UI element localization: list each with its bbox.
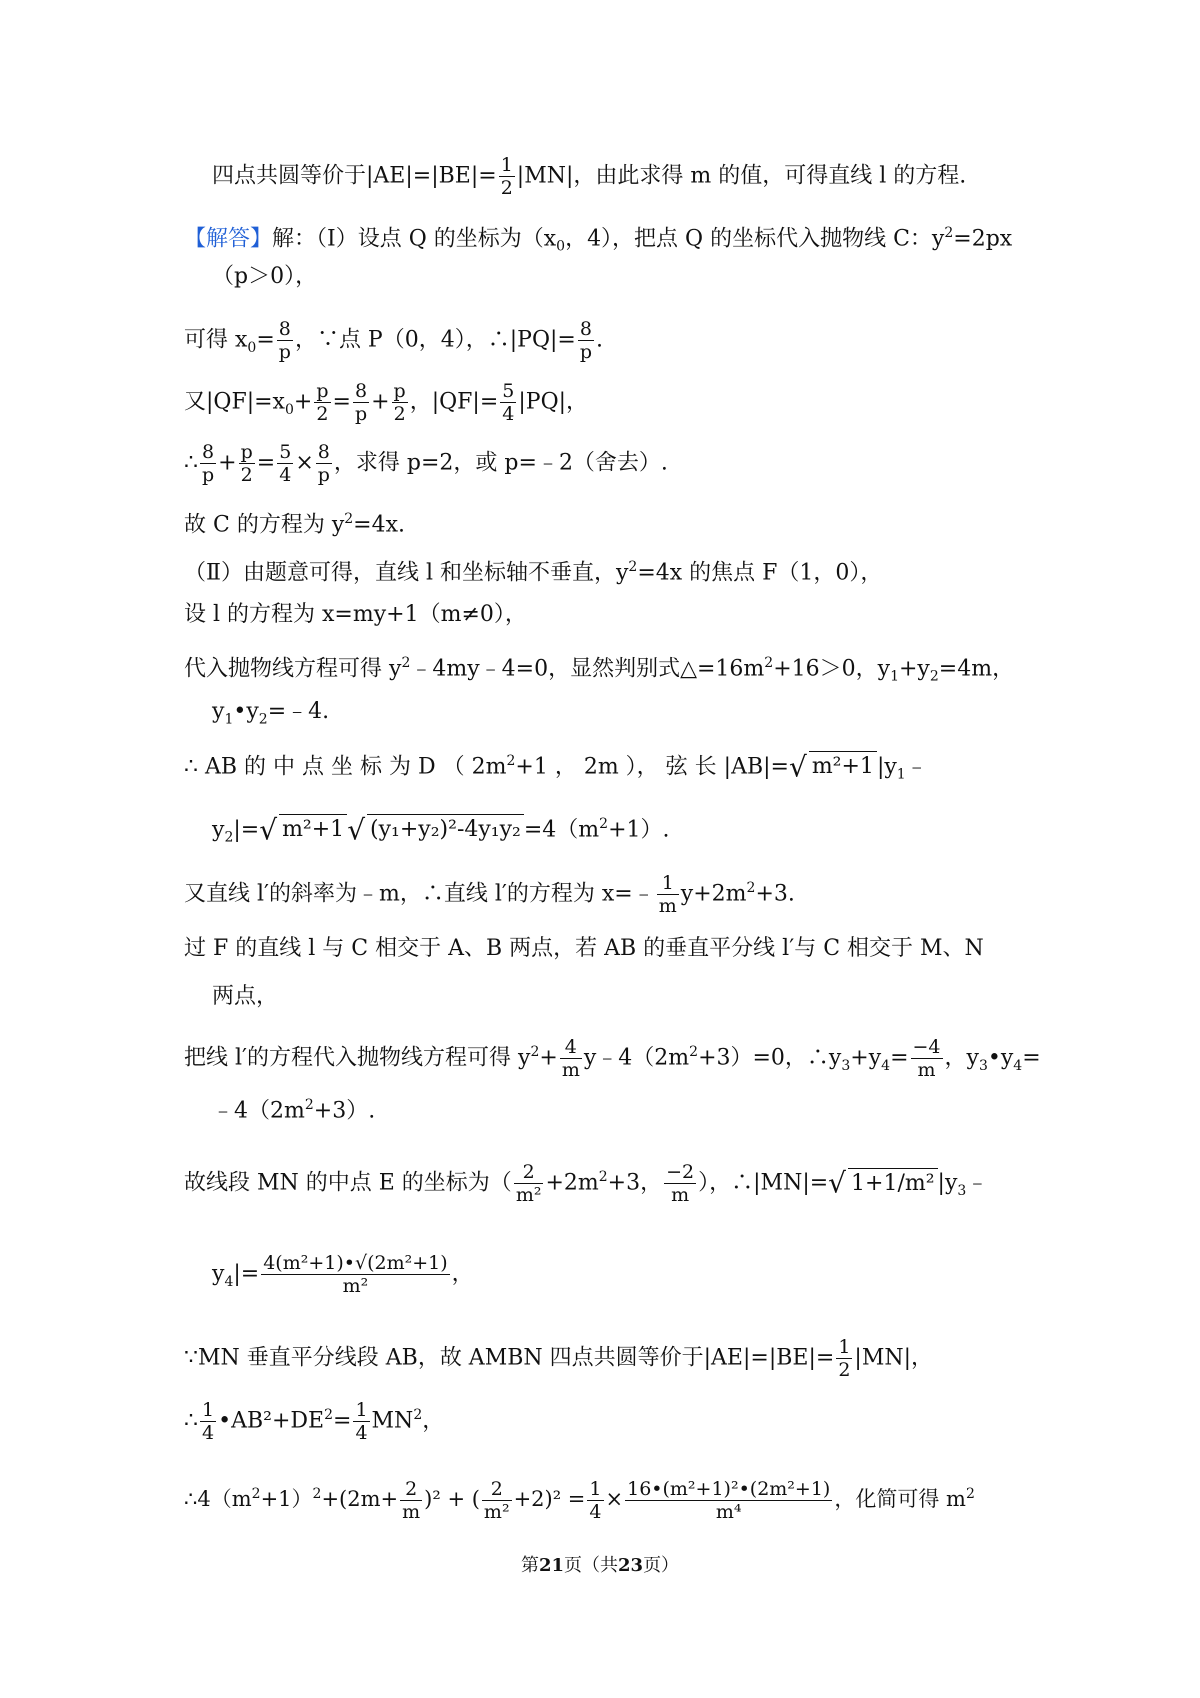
text-line: $y_2|=√$ m²+1 √ $(y_1+y_2)^2-4y_1y_2 =4(m^2+1)$. (212, 813, 670, 847)
page-number: 21 (538, 1555, 564, 1576)
text-line: 代入抛物线方程可得 $y^2﹣4my﹣4=0$，显然判别式$\triangle=16m^2+16>0$，$y_1+y_2=4m$， (184, 655, 1015, 685)
text-line: $y_4|=$ $\frac{\text{4(m²+1)•√(2m²+1)}}{\text{m²}}$ ， (212, 1252, 474, 1297)
text-line: 把线 l′的方程代入抛物线方程可得 $y^2+$ $\frac{4}{m}$ $y﹣4(2m^2+3)=0$，$\therefore y_3+y_4=$ $\frac{-4}{m}$ ，$y_3•y_4=$ (184, 1036, 1041, 1081)
text-line: ∵MN 垂直平分线段 AB，故 AMBN 四点共圆等价于|AE|=|BE|= $\frac{1}{2}$ |MN|， (184, 1336, 934, 1381)
text-line: $y_1•y_2=﹣4$. (212, 699, 330, 728)
text-line: $﹣4(2m^2+3)$. (212, 1097, 376, 1124)
text-line: ∴ $\frac{1}{4}$ $•AB^2+DE^2=$ $\frac{1}{4}$ $MN^2$， (184, 1399, 445, 1444)
text-line: 故 C 的方程为 $y^2=4x$. (184, 511, 406, 538)
text-line: ∴ $\frac{8}{p}$ + $\frac{p}{2}$ = $\frac{5}{4}$ × $\frac{8}{p}$ ，求得 p=2，或 p=﹣2（舍去）. (184, 441, 668, 486)
text-line: （Ⅱ）由题意可得，直线 l 和坐标轴不垂直，$y^2=4x$ 的焦点 F（1，0）， (184, 559, 883, 586)
text-line: 又$|QF|=x_0+$ $\frac{p}{2}$ = $\frac{8}{p}$ + $\frac{p}{2}$ ，|QF|= $\frac{5}{4}$ |PQ|， (184, 380, 589, 425)
text-line: （p＞0）， (212, 264, 318, 289)
answer-line: 【解答】解：（Ⅰ）设点 Q 的坐标为（$x_0$，4），把点 Q 的坐标代入抛物线 C：$y^2=2px$ (184, 225, 1013, 255)
text-line: ∴ AB 的 中 点 坐 标 为 D （ $2m^2+1$ ， 2m ）， 弦 长 |AB|=√ m²+1 $|y_1﹣$ (184, 750, 928, 784)
text-line: 可得 $x_0=$ $\frac{8}{p}$ ，∵点 P（0，4），∴|PQ|= $\frac{8}{p}$ . (184, 318, 603, 363)
text-line: 设 l 的方程为 x=my+1（m≠0）， (184, 602, 527, 627)
page-footer: 第21页（共23页） (520, 1555, 680, 1576)
answer-tag: 【解答】 (184, 226, 273, 252)
page-total: 23 (618, 1555, 644, 1576)
text-line: $\therefore 4(m^2+1)^2+(2m+$ $\frac{2}{m}$ )² + ( $\frac{2}{\text{m²}}$ +2)² = $\frac{1}{4}$ × $\frac{\text{16•(m²+1)²•(2m²+1)}}{\text{m⁴}}$ ，化简可得 $m^2$ (184, 1478, 975, 1523)
text-line: 过 F 的直线 l 与 C 相交于 A、B 两点，若 AB 的垂直平分线 l′与 C 相交于 M、N (184, 936, 984, 961)
text-line: 故线段 MN 的中点 E 的坐标为（ $\frac{2}{\text{m²}}$ $+2m^2+3$， $\frac{-2}{m}$ ），∴|MN|=√ 1+1/m² $|y_3﹣$ (184, 1161, 989, 1206)
text-line: 四点共圆等价于|AE|=|BE|= $\frac{1}{2}$ |MN|，由此求得 m 的值，可得直线 l 的方程. (212, 154, 967, 199)
text-line: 两点， (212, 984, 279, 1009)
text-line: 又直线 l′的斜率为﹣m，∴直线 l′的方程为 x=﹣ $\frac{1}{m}$ $y+2m^2+3$. (184, 872, 795, 917)
